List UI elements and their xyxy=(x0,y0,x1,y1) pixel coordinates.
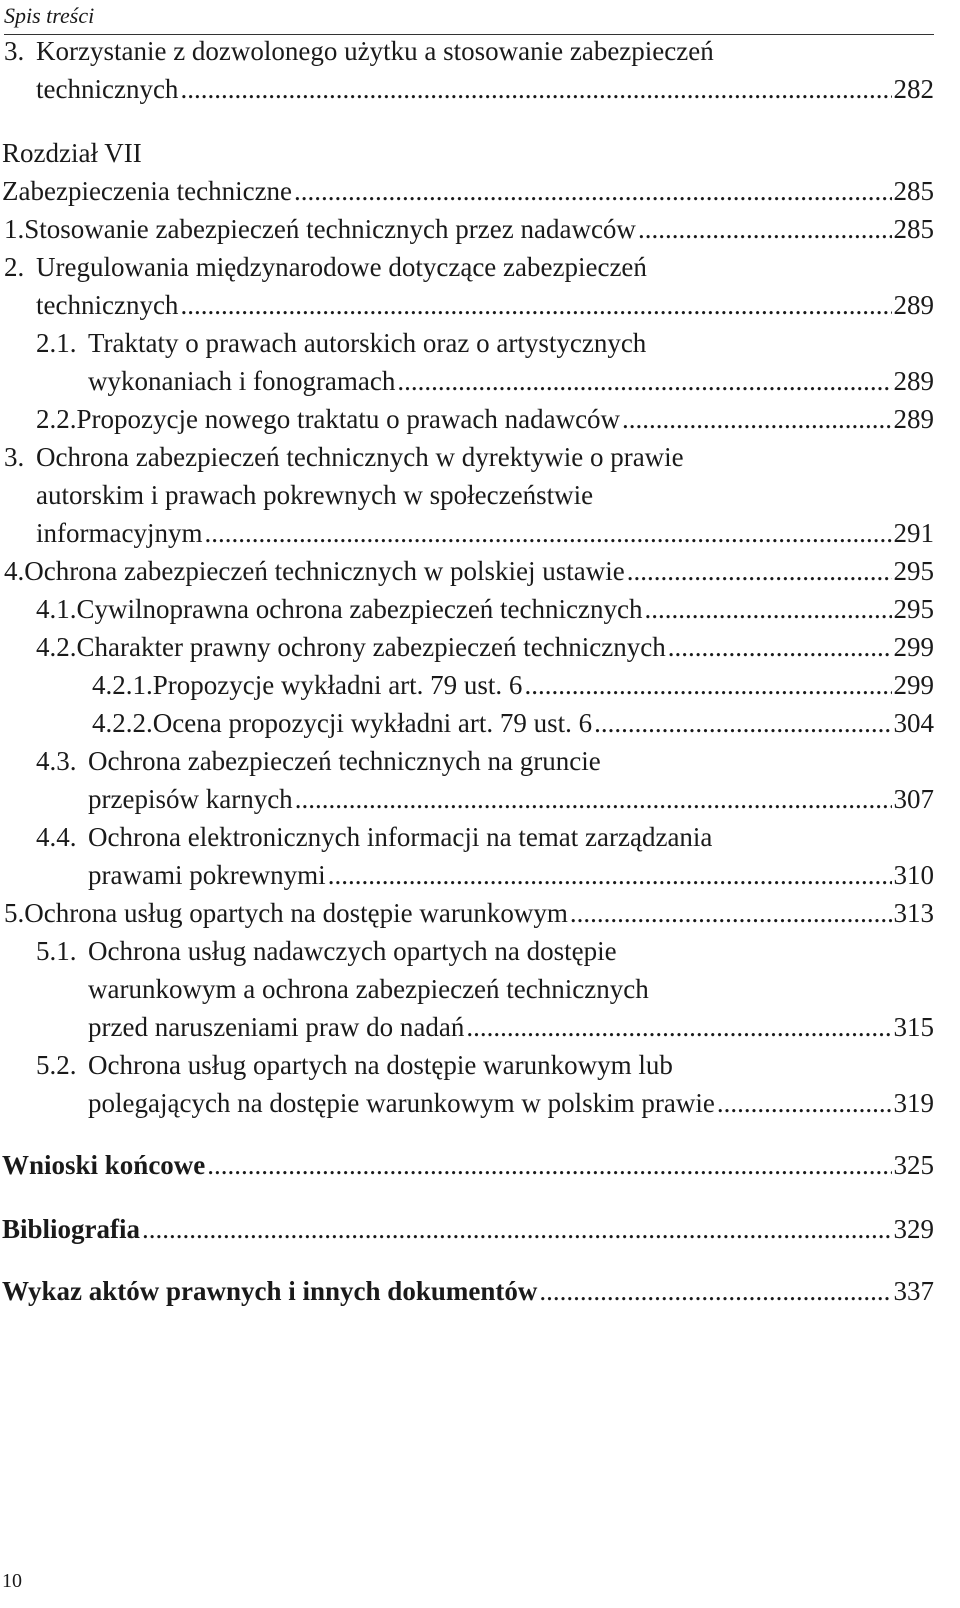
toc-entry xyxy=(92,666,934,704)
toc-entry-number: 4.1. xyxy=(36,594,77,624)
toc-entry xyxy=(2,134,934,172)
toc-entry xyxy=(36,400,934,438)
toc-entry-title: Ochrona usług opartych na dostępie warunkowym xyxy=(24,898,568,928)
toc-entry-number: 5.1. xyxy=(36,936,77,966)
toc-entry xyxy=(88,1084,934,1122)
toc-leader-dots xyxy=(570,894,892,932)
toc-entry-number: 4.4. xyxy=(36,822,77,852)
toc-entry-title: Ocena propozycji wykładni art. 79 ust. 6 xyxy=(152,708,593,738)
toc-entry-title: Ochrona zabezpieczeń technicznych na gruncie xyxy=(88,746,601,776)
toc-entry-number: 2.1. xyxy=(36,328,77,358)
toc-entry-page: 337 xyxy=(893,1276,934,1306)
toc-entry-page: 313 xyxy=(893,898,934,928)
toc-entry-page: 310 xyxy=(893,860,934,890)
toc-entry-title: Zabezpieczenia techniczne xyxy=(2,176,293,206)
toc-entry xyxy=(88,780,934,818)
toc-entry-title: Charakter prawny ochrony zabezpieczeń technicznych xyxy=(76,632,666,662)
toc-entry-page: 315 xyxy=(893,1012,934,1042)
toc-entry-title: Bibliografia xyxy=(2,1214,141,1244)
toc-entry-title: Stosowanie zabezpieczeń technicznych przez nadawców xyxy=(24,214,636,244)
page-number: 10 xyxy=(2,1570,22,1592)
toc-leader-dots xyxy=(295,780,892,818)
toc-leader-dots xyxy=(142,1210,891,1248)
toc-leader-dots xyxy=(644,590,891,628)
toc-entry-page: 295 xyxy=(893,594,934,624)
toc-leader-dots xyxy=(539,1272,891,1310)
toc-entry-number: 4. xyxy=(4,556,25,586)
toc-entry-number: 4.2.2. xyxy=(92,708,153,738)
toc-entry xyxy=(36,742,934,780)
toc-entry xyxy=(36,818,934,856)
toc-entry-title: Ochrona usług nadawczych opartych na dostępie xyxy=(88,936,617,966)
toc-entry-title: informacyjnym xyxy=(36,518,203,548)
toc-entry-page: 299 xyxy=(893,670,934,700)
toc-entry-page: 285 xyxy=(893,176,934,206)
toc-entry xyxy=(36,286,934,324)
toc-leader-dots xyxy=(594,704,891,742)
toc-entry xyxy=(88,362,934,400)
toc-entry-page: 285 xyxy=(893,214,934,244)
toc-entry-number: 5. xyxy=(4,898,25,928)
toc-entry xyxy=(4,552,934,590)
toc-entry-page: 304 xyxy=(893,708,934,738)
toc-entry xyxy=(4,248,934,286)
toc-entry xyxy=(36,628,934,666)
toc-entry xyxy=(36,70,934,108)
toc-entry-page: 325 xyxy=(893,1150,934,1180)
toc-entry-title: Ochrona elektronicznych informacji na temat zarządzania xyxy=(88,822,713,852)
toc-entry xyxy=(36,514,934,552)
toc-entry xyxy=(88,856,934,894)
toc-entry-title: Ochrona zabezpieczeń technicznych w dyrektywie o prawie xyxy=(36,442,684,472)
toc-entry-title: technicznych xyxy=(36,290,179,320)
toc-entry-title: autorskim i prawach pokrewnych w społeczeństwie xyxy=(36,480,594,510)
toc-entry-title: Rozdział VII xyxy=(2,138,142,168)
toc-entry-title: wykonaniach i fonogramach xyxy=(88,366,396,396)
toc-leader-dots xyxy=(180,286,891,324)
toc-entry-page: 319 xyxy=(893,1088,934,1118)
toc-entry-page: 289 xyxy=(893,290,934,320)
toc-entry xyxy=(36,590,934,628)
toc-leader-dots xyxy=(622,400,891,438)
toc-entry-page: 299 xyxy=(893,632,934,662)
running-header xyxy=(4,2,934,35)
toc-entry xyxy=(2,1210,934,1248)
toc-entry-number: 2. xyxy=(4,252,25,282)
toc-entry xyxy=(4,32,934,70)
toc-entry-title: polegających na dostępie warunkowym w polskim prawie xyxy=(88,1088,715,1118)
toc-entry-page: 289 xyxy=(893,366,934,396)
toc-leader-dots xyxy=(638,210,892,248)
toc-leader-dots xyxy=(466,1008,891,1046)
toc-leader-dots xyxy=(397,362,891,400)
toc-entry xyxy=(88,1008,934,1046)
toc-entry-number: 5.2. xyxy=(36,1050,77,1080)
toc-entry-page: 289 xyxy=(893,404,934,434)
toc-entry xyxy=(36,932,934,970)
toc-leader-dots xyxy=(524,666,891,704)
toc-entry-title: technicznych xyxy=(36,74,179,104)
toc-entry-title: przed naruszeniami praw do nadań xyxy=(88,1012,465,1042)
toc-entry-page: 295 xyxy=(893,556,934,586)
toc-leader-dots xyxy=(627,552,892,590)
toc-entry-title: Wykaz aktów prawnych i innych dokumentów xyxy=(2,1276,538,1306)
toc-entry-number: 1. xyxy=(4,214,25,244)
toc-entry-title: Korzystanie z dozwolonego użytku a stosowanie zabezpieczeń xyxy=(36,36,714,66)
toc-leader-dots xyxy=(294,172,891,210)
toc-entry-number: 4.2.1. xyxy=(92,670,153,700)
toc-leader-dots xyxy=(717,1084,892,1122)
toc-entry xyxy=(4,210,934,248)
toc-entry xyxy=(36,476,934,514)
toc-entry xyxy=(36,324,934,362)
toc-entry-title: Wnioski końcowe xyxy=(2,1150,206,1180)
toc-entry xyxy=(4,438,934,476)
toc-entry xyxy=(92,704,934,742)
toc-leader-dots xyxy=(204,514,891,552)
toc-entry xyxy=(4,894,934,932)
toc-entry-number: 4.3. xyxy=(36,746,77,776)
toc-leader-dots xyxy=(668,628,892,666)
toc-entry xyxy=(36,1046,934,1084)
toc-entry-title: Propozycje wykładni art. 79 ust. 6 xyxy=(152,670,523,700)
toc-entry-title: Ochrona usług opartych na dostępie warunkowym lub xyxy=(88,1050,673,1080)
toc-entry-page: 282 xyxy=(893,74,934,104)
toc-entry-title: prawami pokrewnymi xyxy=(88,860,326,890)
toc-leader-dots xyxy=(180,70,891,108)
toc-entry xyxy=(88,970,934,1008)
toc-entry-title: przepisów karnych xyxy=(88,784,293,814)
toc-entry-title: Cywilnoprawna ochrona zabezpieczeń technicznych xyxy=(76,594,643,624)
toc-entry-number: 4.2. xyxy=(36,632,77,662)
toc-entry xyxy=(2,1146,934,1184)
toc-entry-page: 329 xyxy=(893,1214,934,1244)
toc-entry xyxy=(2,172,934,210)
toc-entry-number: 3. xyxy=(4,36,25,66)
toc-entry-title: Traktaty o prawach autorskich oraz o artystycznych xyxy=(88,328,647,358)
toc-entry-page: 291 xyxy=(893,518,934,548)
toc-entry-title: Ochrona zabezpieczeń technicznych w polskiej ustawie xyxy=(24,556,625,586)
toc-entry-title: Propozycje nowego traktatu o prawach nadawców xyxy=(76,404,621,434)
toc-leader-dots xyxy=(328,856,892,894)
running-header-title: Spis treści xyxy=(4,3,95,28)
toc-entry-number: 2.2. xyxy=(36,404,77,434)
toc-leader-dots xyxy=(207,1146,891,1184)
toc-entry-number: 3. xyxy=(4,442,25,472)
toc-entry-page: 307 xyxy=(893,784,934,814)
toc-entry-title: Uregulowania międzynarodowe dotyczące zabezpieczeń xyxy=(36,252,647,282)
toc-entry xyxy=(2,1272,934,1310)
toc-entry-title: warunkowym a ochrona zabezpieczeń technicznych xyxy=(88,974,649,1004)
